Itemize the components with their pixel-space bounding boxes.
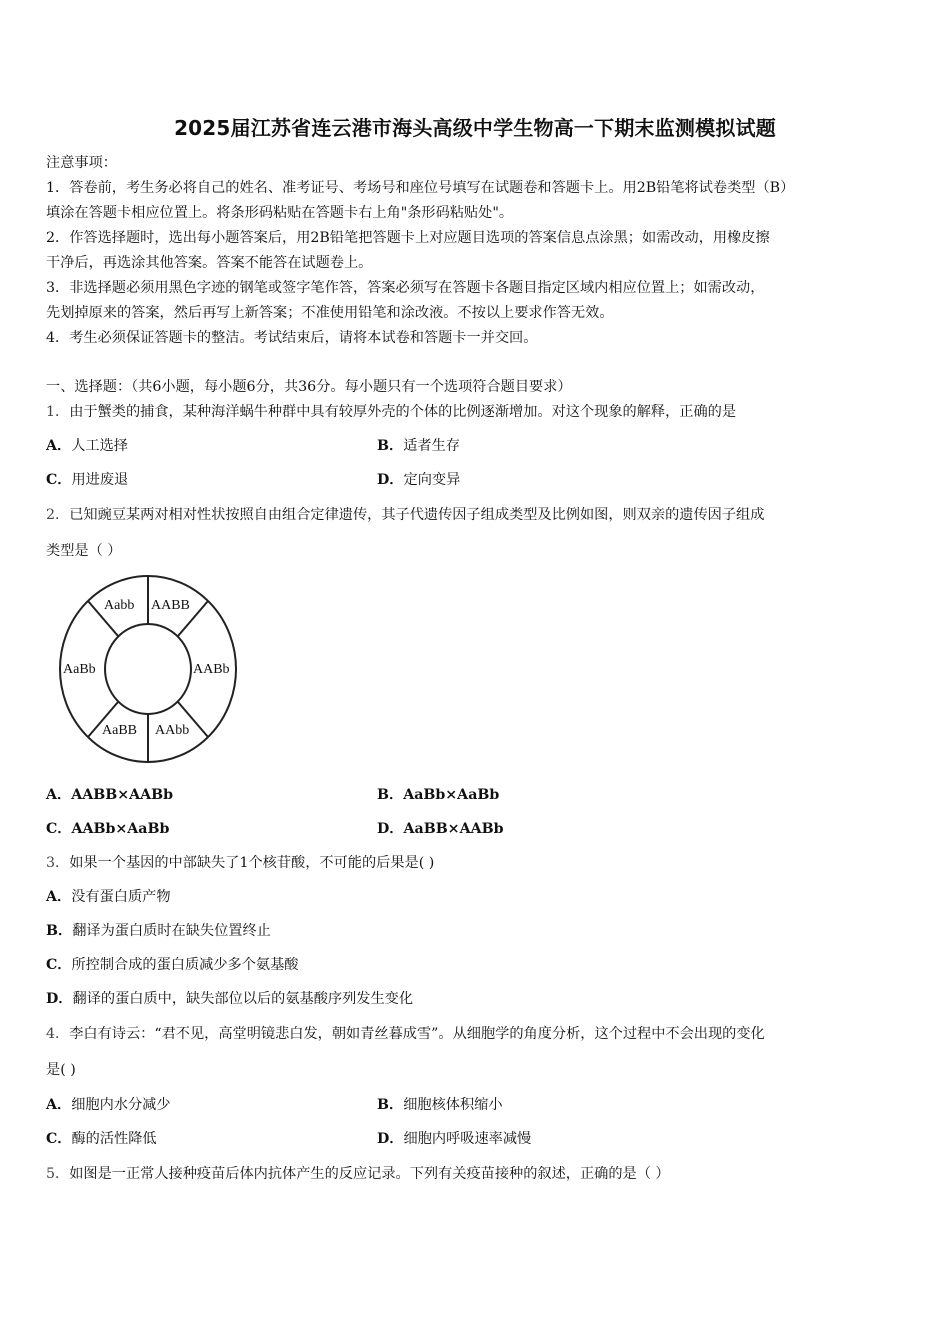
option-text: 细胞内呼吸速率减慢	[403, 1131, 532, 1147]
question-number: 1．	[46, 404, 70, 420]
option-label: A．	[46, 787, 72, 803]
option-label: A．	[46, 889, 72, 905]
option-text: AABb×AaBb	[71, 821, 170, 837]
notice-line: 3．非选择题必须用黑色字迹的钢笔或签字笔作答，答案必须写在答题卡各题目指定区域内相应位置上；如需改动，	[46, 280, 765, 296]
question-number: 4．	[46, 1026, 70, 1042]
q2-option-d[interactable]	[377, 818, 504, 838]
question-text: 李白有诗云：“君不见，高堂明镜悲白发，朝如青丝暮成雪”。从细胞学的角度分析，这个过程中不会出现的变化	[69, 1026, 765, 1042]
option-text: 酶的活性降低	[71, 1131, 157, 1147]
option-text: 细胞内水分减少	[71, 1097, 171, 1113]
question-3-stem	[46, 852, 434, 872]
q4-option-d[interactable]	[377, 1128, 531, 1148]
question-text: 如图是一正常人接种疫苗后体内抗体产生的反应记录。下列有关疫苗接种的叙述，正确的是（ ）	[69, 1166, 670, 1182]
option-text: AaBb×AaBb	[403, 787, 500, 803]
notice-line: 填涂在答题卡相应位置上。将条形码粘贴在答题卡右上角"条形码粘贴处"。	[46, 205, 514, 221]
notice-line: 干净后，再选涂其他答案。答案不能答在试题卷上。	[46, 255, 373, 271]
question-text: 由于蟹类的捕食，某种海洋蜗牛种群中具有较厚外壳的个体的比例逐渐增加。对这个现象的解释，正确的是	[69, 404, 737, 420]
notice-line: 1．答卷前，考生务必将自己的姓名、准考证号、考场号和座位号填写在试题卷和答题卡上。用2B铅笔将试卷类型（B）	[46, 180, 795, 196]
genotype-label-aabb-bottom-left: AaBB	[102, 723, 137, 738]
option-label: D．	[377, 1131, 404, 1147]
notice-heading: 注意事项：	[46, 155, 117, 171]
q2-option-c[interactable]	[46, 818, 169, 838]
genotype-label-aabb-bottom-right: AAbb	[155, 723, 190, 738]
option-text: 翻译为蛋白质时在缺失位置终止	[72, 923, 271, 939]
question-number: 2．	[46, 507, 70, 523]
option-label: A．	[46, 438, 72, 454]
question-text: 已知豌豆某两对相对性状按照自由组合定律遗传，其子代遗传因子组成类型及比例如图，则双亲的遗传因子组成	[69, 507, 765, 523]
question-5-stem	[46, 1163, 670, 1183]
option-text: AABB×AABb	[71, 787, 174, 803]
genotype-ring-diagram	[58, 573, 240, 765]
genotype-label-aabb-upper: AABB	[151, 598, 190, 613]
option-label: C．	[46, 472, 72, 488]
q1-option-b[interactable]	[377, 435, 460, 455]
option-label: A．	[46, 1097, 72, 1113]
page-title: 2025届江苏省连云港市海头高级中学生物高一下期末监测模拟试题	[174, 116, 776, 140]
option-text: 没有蛋白质产物	[71, 889, 171, 905]
option-text: 细胞核体积缩小	[403, 1097, 503, 1113]
notice-line: 先划掉原来的答案，然后再写上新答案；不准使用铅笔和涂改液。不按以上要求作答无效。	[46, 305, 614, 321]
question-1-stem	[46, 401, 736, 421]
option-text: 定向变异	[403, 472, 461, 488]
question-4-stem-cont: 是( )	[46, 1062, 76, 1078]
q1-option-a[interactable]	[46, 435, 128, 455]
q3-option-b[interactable]	[46, 920, 271, 940]
q4-option-a[interactable]	[46, 1094, 171, 1114]
question-2-stem-cont: 类型是（ ）	[46, 543, 122, 559]
option-label: D．	[377, 821, 404, 837]
option-label: B．	[377, 1097, 404, 1113]
option-text: 用进废退	[71, 472, 129, 488]
question-2-stem	[46, 504, 764, 524]
q4-option-c[interactable]	[46, 1128, 157, 1148]
option-label: C．	[46, 821, 72, 837]
option-text: 所控制合成的蛋白质减少多个氨基酸	[71, 957, 299, 973]
q2-option-a[interactable]	[46, 784, 173, 804]
option-label: B．	[377, 787, 404, 803]
q3-option-d[interactable]	[46, 988, 413, 1008]
q3-option-a[interactable]	[46, 886, 171, 906]
question-4-stem	[46, 1023, 765, 1043]
option-label: C．	[46, 957, 72, 973]
genotype-label-aabb-right: AABb	[193, 662, 230, 677]
notice-line: 4．考生必须保证答题卡的整洁。考试结束后，请将本试卷和答题卡一并交回。	[46, 330, 538, 346]
q2-option-b[interactable]	[377, 784, 499, 804]
option-text: 适者生存	[403, 438, 460, 454]
option-label: B．	[46, 923, 73, 939]
option-label: C．	[46, 1131, 72, 1147]
section-heading: 一、选择题：（共6小题，每小题6分，共36分。每小题只有一个选项符合题目要求）	[46, 379, 572, 395]
notice-line: 2．作答选择题时，选出每小题答案后，用2B铅笔把答题卡上对应题目选项的答案信息点涂黑；如需改动，用橡皮擦	[46, 230, 770, 246]
option-text: 翻译的蛋白质中，缺失部位以后的氨基酸序列发生变化	[72, 991, 414, 1007]
option-label: B．	[377, 438, 404, 454]
option-label: D．	[377, 472, 404, 488]
option-label: D．	[46, 991, 73, 1007]
q1-option-c[interactable]	[46, 469, 128, 489]
genotype-label-aabb: Aabb	[104, 598, 135, 613]
genotype-label-aabb-left: AaBb	[63, 662, 96, 677]
q4-option-b[interactable]	[377, 1094, 503, 1114]
question-number: 5．	[46, 1166, 70, 1182]
option-text: AaBB×AABb	[403, 821, 504, 837]
question-number: 3．	[46, 855, 70, 871]
option-text: 人工选择	[71, 438, 128, 454]
q1-option-d[interactable]	[377, 469, 460, 489]
q3-option-c[interactable]	[46, 954, 299, 974]
ring-inner	[105, 624, 191, 714]
question-text: 如果一个基因的中部缺失了1个核苷酸，不可能的后果是( )	[69, 855, 435, 871]
